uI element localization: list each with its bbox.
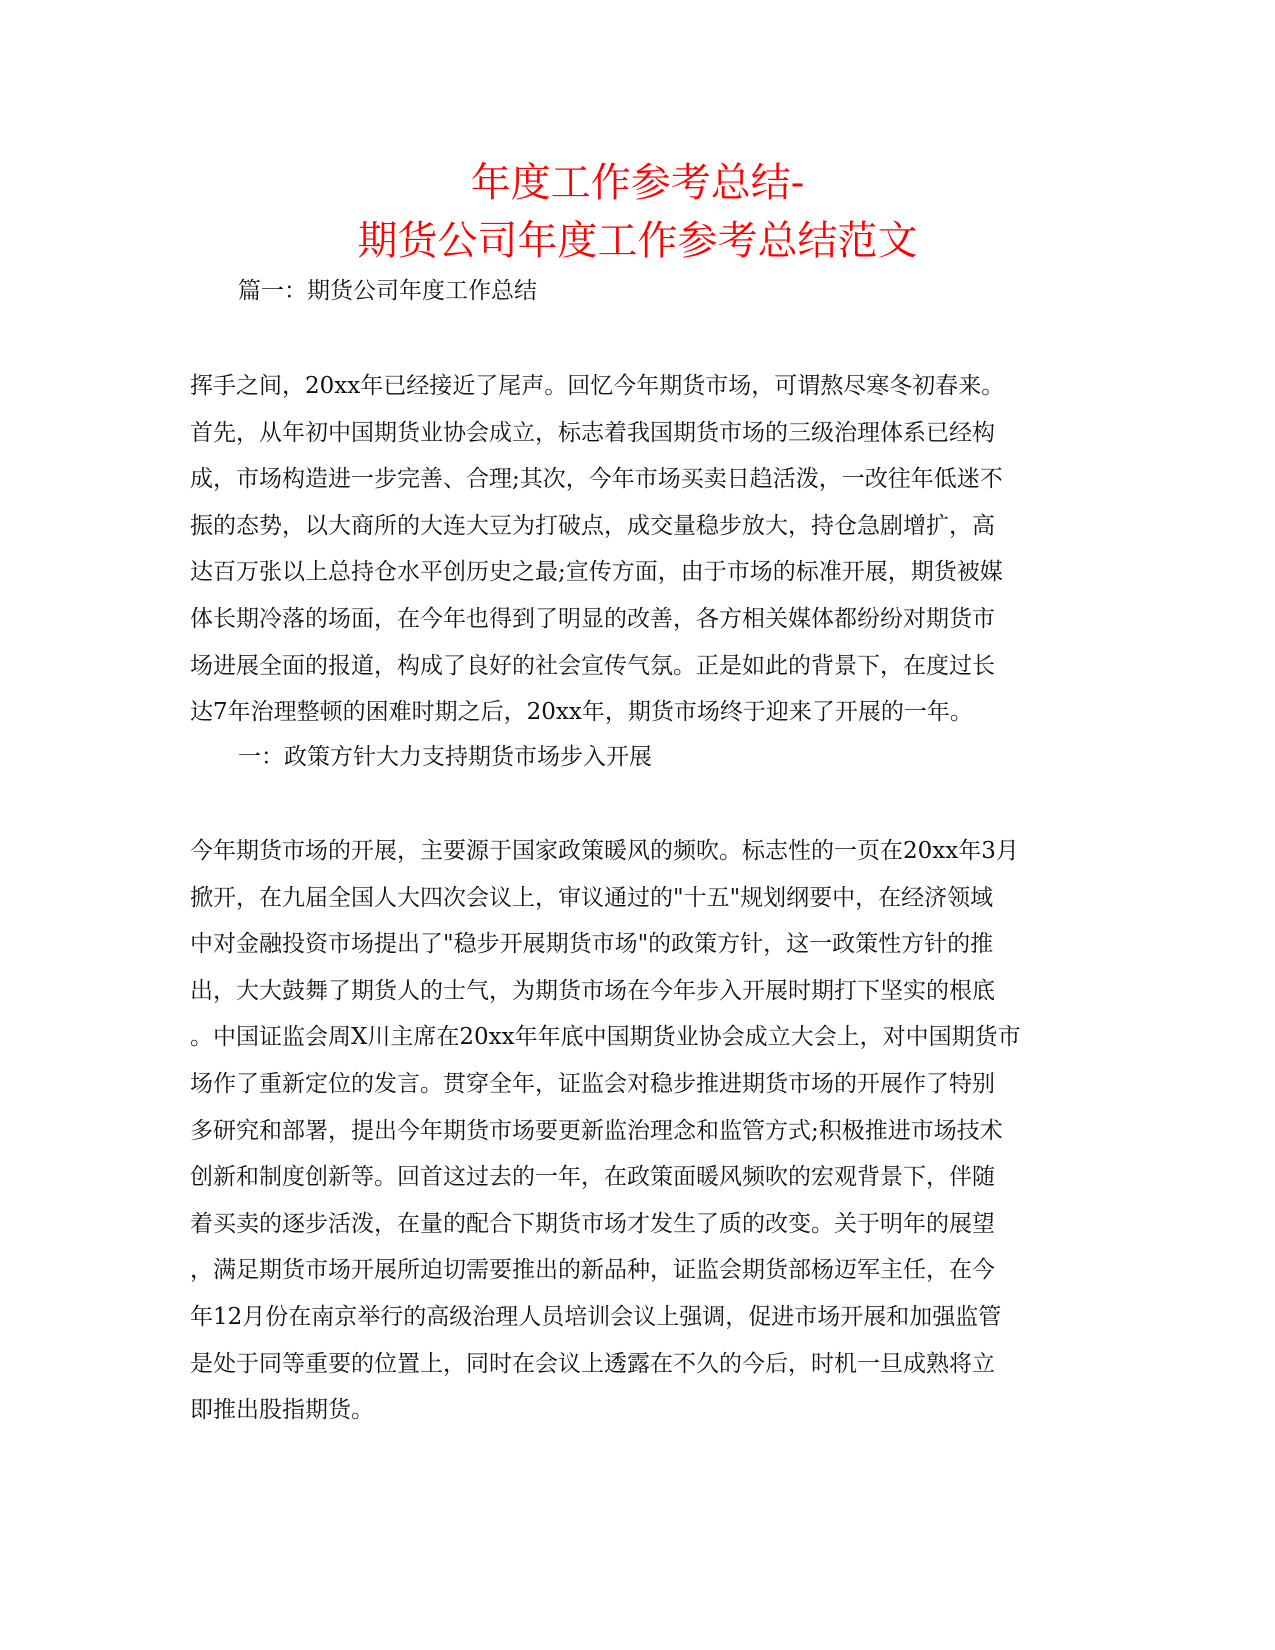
paragraph-line: 首先，从年初中国期货业协会成立，标志着我国期货市场的三级治理体系已经构: [190, 419, 995, 446]
document-title-line-2: 期货公司年度工作参考总结范文: [357, 218, 918, 264]
document-title-line-1: 年度工作参考总结-: [470, 160, 805, 206]
paragraph-line: 今年期货市场的开展，主要源于国家政策暖风的频吹。标志性的一页在20xx年3月: [190, 838, 1019, 864]
paragraph-line: 年12月份在南京举行的高级治理人员培训会议上强调，促进市场开展和加强监管: [190, 1303, 1002, 1330]
paragraph-line: 出，大大鼓舞了期货人的士气，为期货市场在今年步入开展时期打下坚实的根底: [190, 977, 995, 1004]
paragraph-line: 挥手之间，20xx年已经接近了尾声。回忆今年期货市场，可谓熬尽寒冬初春来。: [190, 373, 1005, 399]
paragraph-line: 振的态势，以大商所的大连大豆为打破点，成交量稳步放大，持仓急剧增扩，高: [190, 512, 995, 539]
paragraph-line: 即推出股指期货。: [190, 1397, 374, 1424]
paragraph-line: 是处于同等重要的位置上，同时在会议上透露在不久的今后，时机一旦成熟将立: [190, 1350, 995, 1377]
paragraph-line: 体长期冷落的场面，在今年也得到了明显的改善，各方相关媒体都纷纷对期货市: [190, 605, 995, 632]
paragraph-line: 中对金融投资市场提出了"稳步开展期货市场"的政策方针，这一政策性方针的推: [190, 931, 994, 958]
paragraph-line: ，满足期货市场开展所迫切需要推出的新品种，证监会期货部杨迈军主任，在今: [190, 1257, 995, 1284]
section-heading-policy: 一：政策方针大力支持期货市场步入开展: [238, 744, 652, 770]
paragraph-line: 多研究和部署，提出今年期货市场要更新监治理念和监管方式;积极推进市场技术: [190, 1117, 1003, 1144]
paragraph-line: 场进展全面的报道，构成了良好的社会宣传气氛。正是如此的背景下，在度过长: [190, 652, 995, 679]
paragraph-line: 达百万张以上总持仓水平创历史之最;宣传方面，由于市场的标准开展，期货被媒: [190, 559, 1003, 586]
paragraph-line: 创新和制度创新等。回首这过去的一年，在政策面暖风频吹的宏观背景下，伴随: [190, 1164, 995, 1191]
paragraph-line: 场作了重新定位的发言。贯穿全年，证监会对稳步推进期货市场的开展作了特别: [190, 1070, 995, 1097]
section-heading-part-one: 篇一：期货公司年度工作总结: [238, 278, 537, 304]
paragraph-line: 掀开，在九届全国人大四次会议上，审议通过的"十五"规划纲要中，在经济领域: [190, 884, 994, 911]
paragraph-line: 成，市场构造进一步完善、合理;其次，今年市场买卖日趋活泼，一改往年低迷不: [190, 466, 1003, 493]
paragraph-line: 达7年治理整顿的困难时期之后，20xx年，期货市场终于迎来了开展的一年。: [190, 699, 973, 726]
paragraph-intro: [190, 363, 1080, 736]
paragraph-policy: [190, 828, 1080, 1434]
paragraph-line: 着买卖的逐步活泼，在量的配合下期货市场才发生了质的改变。关于明年的展望: [190, 1210, 995, 1237]
paragraph-line: 。中国证监会周X川主席在20xx年年底中国期货业协会成立大会上，对中国期货市: [190, 1024, 1021, 1051]
